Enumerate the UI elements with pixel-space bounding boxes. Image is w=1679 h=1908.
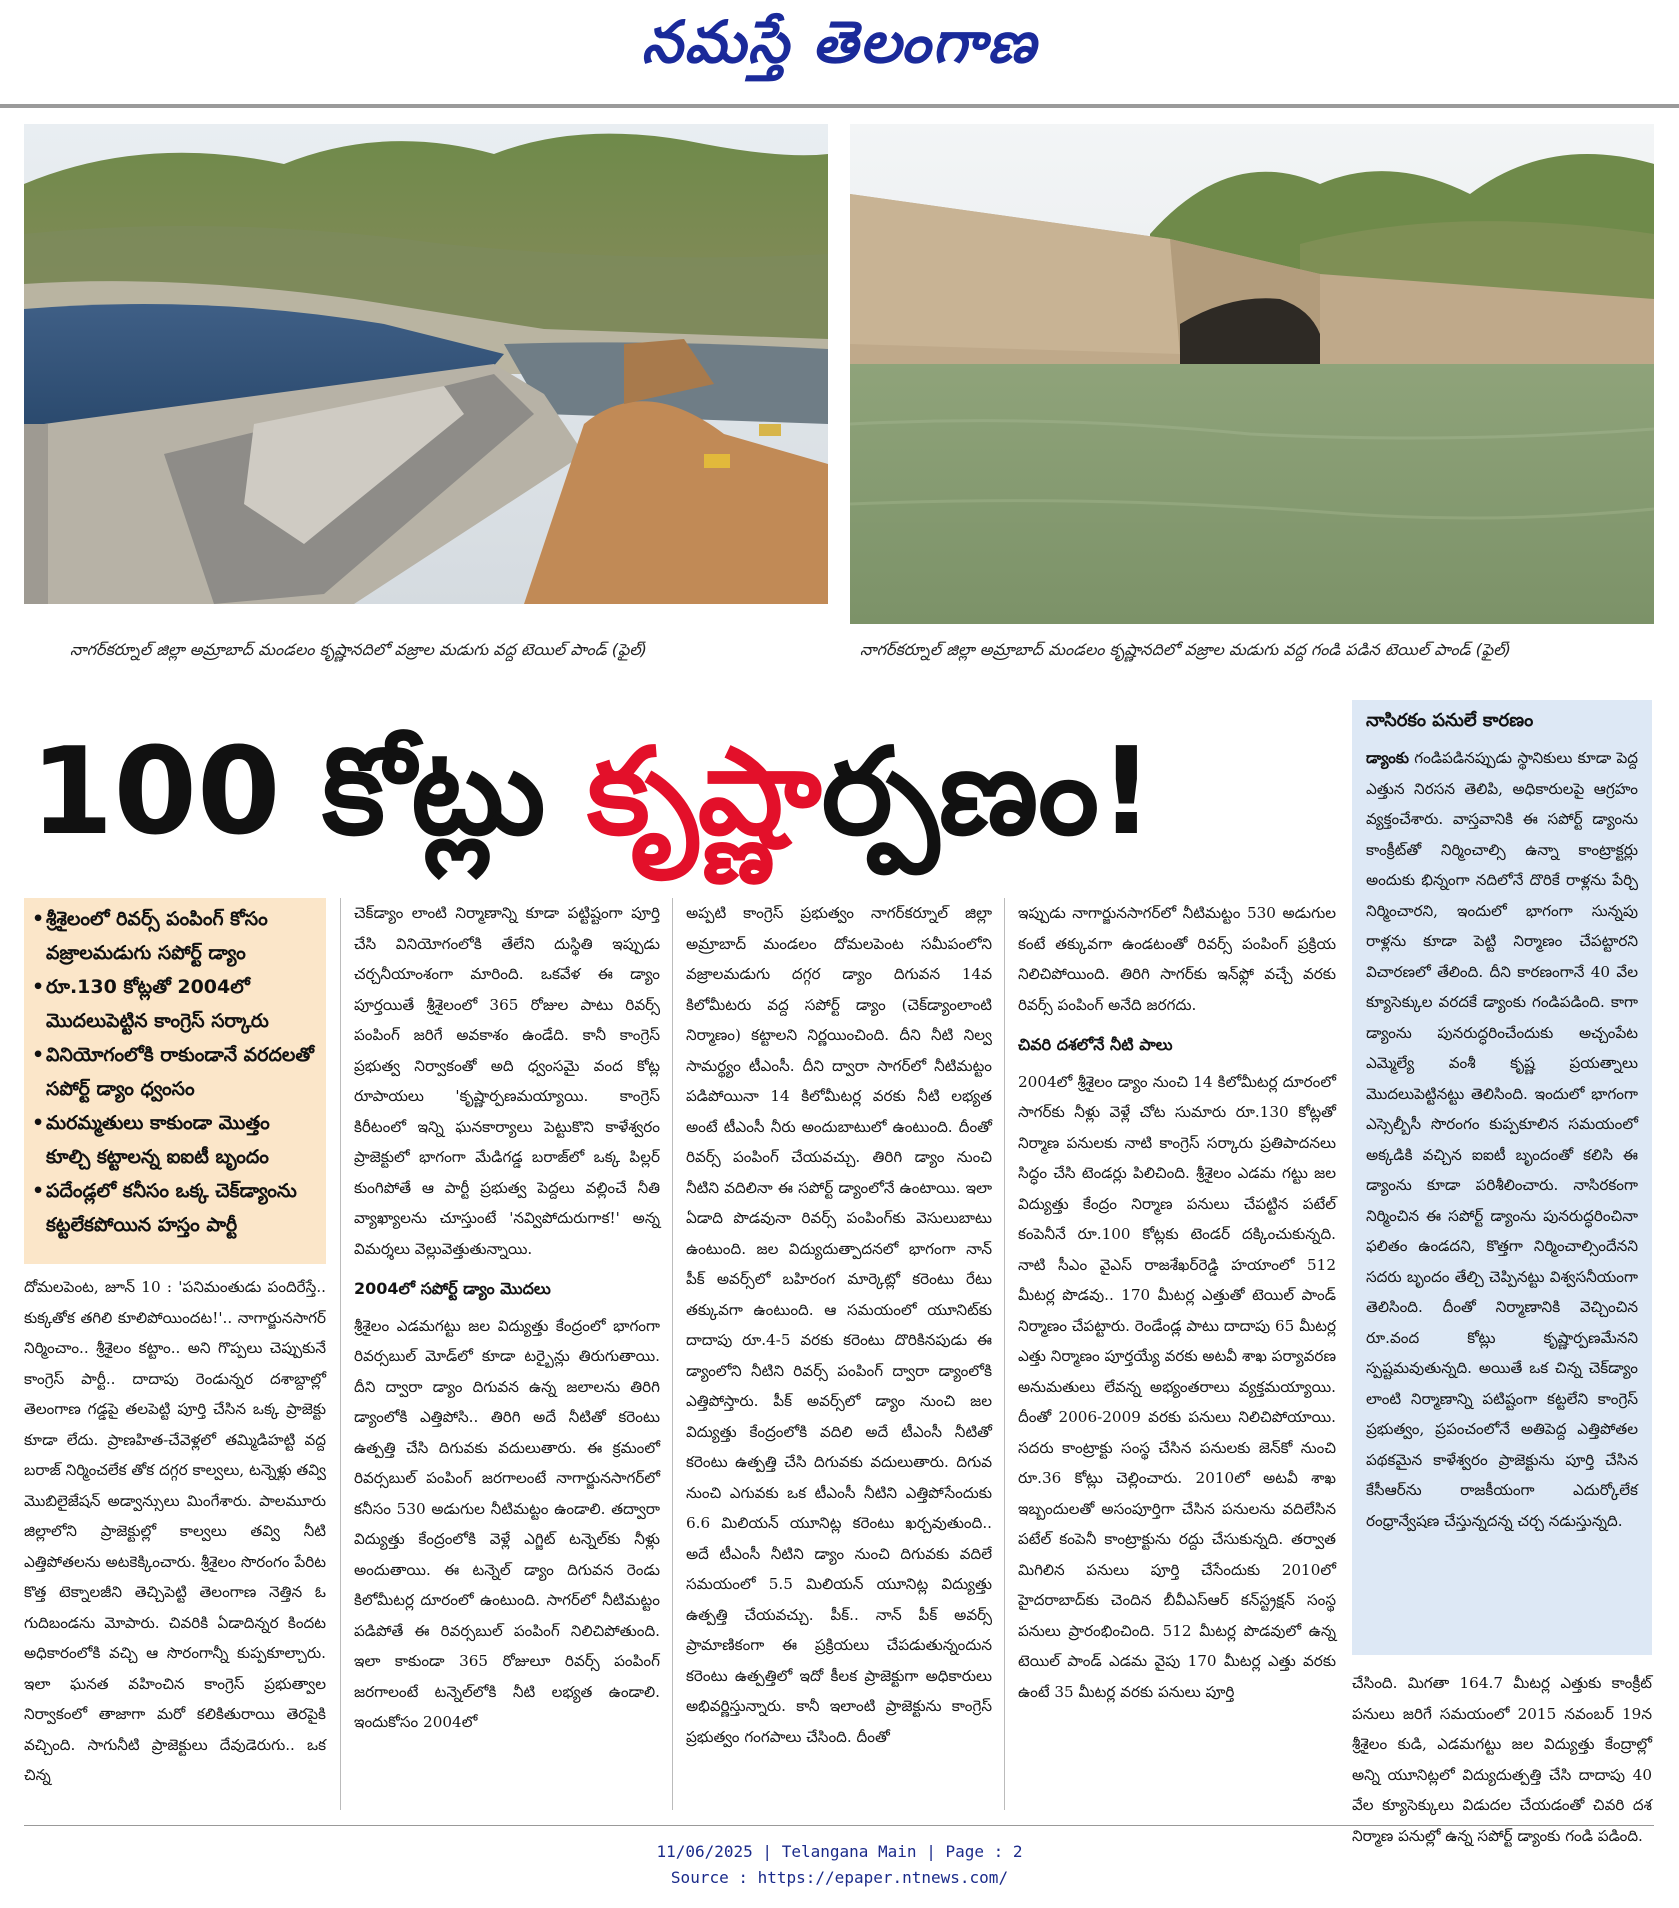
highlights-box xyxy=(24,898,326,1264)
article-column-2 xyxy=(354,898,660,1810)
subhead-2004: 2004లో సపోర్ట్ డ్యాం మొదలు xyxy=(354,1279,551,1298)
headline-part-1: 100 కోట్లు xyxy=(30,723,588,862)
photo-dam-construction xyxy=(24,124,828,604)
footer-rule xyxy=(24,1825,1654,1826)
highlight-item: • శ్రీశైలంలో రివర్స్ పంపింగ్ కోసం వజ్రాలమడుగు సపోర్ట్ డ్యాం xyxy=(32,902,318,970)
sidebar-lead: డ్యాంకు xyxy=(1366,749,1409,767)
sidebar-heading: నాసిరకం పనులే కారణం xyxy=(1366,710,1534,731)
subhead-final-stage: చివరి దశలోనే నీటి పాలు xyxy=(1018,1035,1173,1054)
article-column-1 xyxy=(24,1272,326,1812)
masthead-rule xyxy=(0,104,1679,108)
sidebar-box xyxy=(1352,700,1652,1655)
main-headline xyxy=(30,718,1330,868)
column-4-text-1: ఇప్పుడు నాగార్జునసాగర్‌లో నీటిమట్టం 530 అడుగుల కంటే తక్కువగా ఉండటంతో రివర్స్ పంపింగ్ ప్రక్రియ నిలిచిపోయింది. తిరిగి సాగర్‌కు ఇన్‌ఫ్లో వచ్చే వరకు రివర్స్ పంపింగ్ అనేది జరగదు. xyxy=(1018,904,1336,1014)
column-5-text: చేసింది. మిగతా 164.7 మీటర్ల ఎత్తుకు కాంక్రీట్ పనులు జరిగే సమయంలో 2015 నవంబర్ 19న శ్రీశైలం కుడి, ఎడమగట్టు జల విద్యుత్తు కేంద్రాల్లో అన్ని యూనిట్లలో విద్యుదుత్పత్తి చేసి దాదాపు 40 వేల క్యూసెక్కులు విడుదల చేయడంతో చివరి దశ నిర్మాణ పనుల్లో ఉన్న సపోర్ట్ డ్యాంకు గండి పడింది. xyxy=(1352,1674,1652,1845)
footer-source-link[interactable]: Source : https://epaper.ntnews.com/ xyxy=(670,1868,1009,1887)
column-1-text: దోమలపెంట, జూన్ 10 : 'పనిమంతుడు పందిరేస్తే.. కుక్కతోక తగిలి కూలిపోయిందట!'.. నాగార్జునసాగర్ నిర్మించాం.. శ్రీశైలం కట్టాం.. అని గొప్పలు చెప్పుకునే కాంగ్రెస్ పార్టీ.. దాదాపు రెండున్నర దశాబ్దాల్లో తెలంగాణ గడ్డపై తలపెట్టి పూర్తి చేసిన ఒక్క ప్రాజెక్టు కూడా లేదు. ప్రాణహిత-చేవెళ్లలో తమ్మిడిహట్టి వద్ద బరాజ్ నిర్మించలేక తోక దగ్గర కాల్వలు, టన్నెళ్లు తవ్వి మొబిలైజేషన్ అడ్వాన్సులు మింగేశారు. పాలమూరు జిల్లాలోని ప్రాజెక్టుల్లో కాల్వలు తవ్వి నీటి ఎత్తిపోతలను అటకెక్కించారు. శ్రీశైలం సొరంగం పేరిట కొత్త టెక్నాలజీని తెచ్చిపెట్టి తెలంగాణ నెత్తిన ఓ గుదిబండను మోపారు. చివరికి ఏడాదిన్నర కిందట అధికారంలోకి వచ్చి ఆ సొరంగాన్నీ కుప్పకూల్చారు. ఇలా ఘనత వహించిన కాంగ్రెస్ ప్రభుత్వాల నిర్వాకంలో తాజాగా మరో కలికితురాయి తెరపైకి వచ్చింది. సాగునీటి ప్రాజెక్టులు దేవుడెరుగు.. ఒక చిన్న xyxy=(24,1278,326,1784)
column-divider xyxy=(340,898,341,1810)
article-column-5 xyxy=(1352,1668,1652,1845)
column-divider xyxy=(1004,898,1005,1810)
headline-part-3: ర్పణం! xyxy=(821,723,1154,862)
sidebar-body: గండిపడినప్పుడు స్థానికులు కూడా పెద్ద ఎత్తున నిరసన తెలిపి, అధికారులపై ఆగ్రహం వ్యక్తంచేశారు. వాస్తవానికి ఈ సపోర్ట్ డ్యాంను కాంక్రీట్‌తో నిర్మించాల్సి ఉన్నా కాంట్రాక్టర్లు అందుకు భిన్నంగా నదిలోనే దొరికే రాళ్లను పేర్చి నిర్మించారని, ఇందులో భాగంగా సున్నపు రాళ్లను కూడా పెట్టి నిర్మాణం చేపట్టారని విచారణలో తేలింది. దీని కారణంగానే 40 వేల క్యూసెక్కుల వరదకే డ్యాంకు గండిపడింది. కాగా డ్యాంను పునరుద్ధరించేందుకు అచ్చంపేట ఎమ్మెల్యే వంశీ కృష్ణ ప్రయత్నాలు మొదలుపెట్టినట్టు తెలిసింది. ఇందులో భాగంగా ఎస్సెల్బీసీ సొరంగం కుప్పకూలిన సమయంలో అక్కడికి వచ్చిన ఐఐటీ బృందంతో కలిసి ఈ డ్యాంను కూడా పరిశీలించారు. నాసిరకంగా నిర్మించిన ఈ సపోర్ట్ డ్యాంను పునరుద్ధరించినా ఫలితం ఉండదని, కొత్తగా నిర్మించాల్సిందేనని సదరు బృందం తేల్చి చెప్పినట్టు విశ్వసనీయంగా తెలిసింది. దీంతో నిర్మాణానికి వెచ్చించిన రూ.వంద కోట్లు కృష్ణార్పణమేనని స్పష్టమవుతున్నది. అయితే ఒక చిన్న చెక్‌డ్యాం లాంటి నిర్మాణాన్ని పటిష్టంగా కట్టలేని కాంగ్రెస్ ప్రభుత్వం, ప్రపంచంలోనే అతిపెద్ద ఎత్తిపోతల పథకమైన కాళేశ్వరం ప్రాజెక్టును పూర్తి చేసిన కేసీఆర్‌ను రాజకీయంగా ఎదుర్కోలేక రంధ్రాన్వేషణ చేస్తున్నదన్న చర్చ నడుస్తున్నది. xyxy=(1366,749,1638,1530)
highlight-item: • పదేండ్లలో కనీసం ఒక్క చెక్‌డ్యాంను కట్టలేకపోయిన హస్తం పార్టీ xyxy=(32,1174,318,1242)
column-3-text: అప్పటి కాంగ్రెస్ ప్రభుత్వం నాగర్‌కర్నూల్ జిల్లా అమ్రాబాద్ మండలం దోమలపెంట సమీపంలోని వజ్రాలమడుగు దగ్గర డ్యాం దిగువన 14వ కిలోమీటరు వద్ద సపోర్ట్ డ్యాం (చెక్‌డ్యాంలాంటి నిర్మాణం) కట్టాలని నిర్ణయించింది. దీని నీటి నిల్వ సామర్థ్యం టీఎంసీ. దీని ద్వారా సాగర్‌లో నీటిమట్టం పడిపోయినా 14 కిలోమీటర్ల వరకు నీటి లభ్యత అంటే టీఎంసీ నీరు అందుబాటులో ఉంటుంది. దీంతో రివర్స్ పంపింగ్ చేయవచ్చు. తిరిగి డ్యాం నుంచి నీటిని వదిలినా ఈ సపోర్ట్ డ్యాంలోనే ఉంటాయి. ఇలా ఏడాది పొడవునా రివర్స్ పంపింగ్‌కు వెసులుబాటు ఉంటుంది. జల విద్యుదుత్పాదనలో భాగంగా నాన్ పీక్ అవర్స్‌లో బహిరంగ మార్కెట్లో కరెంటు రేటు తక్కువగా ఉంటుంది. ఆ సమయంలో యూనిట్‌కు దాదాపు రూ.4-5 వరకు కరెంటు దొరికినపుడు ఈ డ్యాంలోని నీటిని రివర్స్ పంపింగ్ ద్వారా డ్యాంలోకి ఎత్తిపోస్తారు. పీక్ అవర్స్‌లో డ్యాం నుంచి జల విద్యుత్తు కేంద్రంలోకి వదిలి అదే టీఎంసీ నీటితో కరెంటు ఉత్పత్తి చేసి దిగువకు వదులుతారు. దిగువ నుంచి ఎగువకు ఒక టీఎంసీ నీటిని ఎత్తిపోసేందుకు 6.6 మిలియన్ యూనిట్ల కరెంటు ఖర్చవుతుంది.. అదే టీఎంసీ నీటిని డ్యాం నుంచి దిగువకు వదిలే సమయంలో 5.5 మిలియన్ యూనిట్ల విద్యుత్తు ఉత్పత్తి చేయవచ్చు. పీక్.. నాన్ పీక్ అవర్స్ ప్రామాణికంగా ఈ ప్రక్రియలు చేపడుతున్నందున కరెంటు ఉత్పత్తిలో ఇదో కీలక ప్రాజెక్టుగా అధికారులు అభివర్ణిస్తున్నారు. కానీ ఇలాంటి ప్రాజెక్టును కాంగ్రెస్ ప్రభుత్వం గంగపాలు చేసింది. దీంతో xyxy=(686,904,992,1746)
column-divider xyxy=(672,898,673,1810)
highlight-item: • వినియోగంలోకి రాకుండానే వరదలతో సపోర్ట్ డ్యాం ధ్వంసం xyxy=(32,1038,318,1106)
article-column-4 xyxy=(1018,898,1336,1810)
headline-part-2: కృష్ణా xyxy=(587,723,822,862)
masthead xyxy=(0,0,1679,104)
photo-dam-breach xyxy=(850,124,1654,624)
photo-2-caption: నాగర్‌కర్నూల్ జిల్లా అమ్రాబాద్ మండలం కృష్ణానదిలో వజ్రాల మడుగు వద్ద గండి పడిన టెయిల్ పాండ్ (ఫైల్) xyxy=(860,640,1511,659)
article-column-3 xyxy=(686,898,992,1810)
newspaper-title: నమస్తే తెలంగాణ xyxy=(641,8,1038,76)
photo-1-caption: నాగర్‌కర్నూల్ జిల్లా అమ్రాబాద్ మండలం కృష్ణానదిలో వజ్రాల మడుగు వద్ద టెయిల్ పాండ్ (ఫైల్) xyxy=(70,640,647,659)
footer-edition-line: 11/06/2025 | Telangana Main | Page : 2 xyxy=(656,1842,1023,1861)
column-4-text-2: 2004లో శ్రీశైలం డ్యాం నుంచి 14 కిలోమీటర్ల దూరంలో సాగర్‌కు నీళ్లు వెళ్లే చోట సుమారు రూ.130 కోట్లతో నిర్మాణ పనులకు నాటి కాంగ్రెస్ సర్కారు ప్రతిపాదనలు సిద్ధం చేసి టెండర్లు పిలిచింది. శ్రీశైలం ఎడమ గట్టు జల విద్యుత్తు కేంద్రం నిర్మాణ పనులు చేపట్టిన పటేల్ కంపెనీనే రూ.100 కోట్లకు టెండర్ దక్కించుకున్నది. నాటి సీఎం వైఎస్ రాజశేఖర్‌రెడ్డి హయాంలో 512 మీటర్ల పొడవు.. 170 మీటర్ల ఎత్తుతో టెయిల్ పాండ్ నిర్మాణం చేపట్టారు. రెండేండ్ల పాటు దాదాపు 65 మీటర్ల ఎత్తు నిర్మాణం పూర్తయ్యే వరకు అటవీ శాఖ పర్యావరణ అనుమతులు లేవన్న అభ్యంతరాలు వ్యక్తమయ్యాయి. దీంతో 2006-2009 వరకు పనులు నిలిచిపోయాయి. సదరు కాంట్రాక్టు సంస్థ చేసిన పనులకు జెన్‌కో నుంచి రూ.36 కోట్లు చెల్లించారు. 2010లో అటవీ శాఖ ఇబ్బందులతో అసంపూర్తిగా చేసిన పనులను వదిలేసిన పటేల్ కంపెనీ కాంట్రాక్టును రద్దు చేసుకున్నది. తర్వాత మిగిలిన పనులు పూర్తి చేసేందుకు 2010లో హైదరాబాద్‌కు చెందిన బీవీఎస్‌ఆర్ కన్‌స్ట్రక్షన్ సంస్థ పనులు ప్రారంభించింది. 512 మీటర్ల పొడవులో ఉన్న టెయిల్ పాండ్ ఎడమ వైపు 170 మీటర్ల ఎత్తు వరకు ఉంటే 35 మీటర్ల వరకు పనులు పూర్తి xyxy=(1018,1072,1336,1701)
highlight-item: • రూ.130 కోట్లతో 2004లో మొదలుపెట్టిన కాంగ్రెస్ సర్కారు xyxy=(32,970,318,1038)
column-2-text-1: చెక్‌డ్యాం లాంటి నిర్మాణాన్ని కూడా పట్టిష్టంగా పూర్తి చేసి వినియోగంలోకి తేలేని దుస్థితి ఇప్పుడు చర్చనీయాంశంగా మారింది. ఒకవేళ ఈ డ్యాం పూర్తయితే శ్రీశైలంలో 365 రోజుల పాటు రివర్స్ పంపింగ్ జరిగే అవకాశం ఉండేది. కానీ కాంగ్రెస్ ప్రభుత్వ నిర్వాకంతో అది ధ్వంసమై వంద కోట్ల రూపాయలు 'కృష్ణార్పణమయ్యాయి. కాంగ్రెస్ కిరీటంలో ఇన్ని ఘనకార్యాలు పెట్టుకొని కాళేశ్వరం ప్రాజెక్టులో భాగంగా మేడిగడ్డ బరాజ్‌లో ఒక్క పిల్లర్ కుంగిపోతే ఆ పార్టీ ప్రభుత్వ పెద్దలు వల్లించే నీతి వ్యాఖ్యాలను చూస్తుంటే 'నవ్విపోదురుగాక!' అన్న విమర్శలు వెల్లువెత్తుతున్నాయి. xyxy=(354,904,660,1258)
column-2-text-2: శ్రీశైలం ఎడమగట్టు జల విద్యుత్తు కేంద్రంలో భాగంగా రివర్సబుల్ మోడ్‌లో కూడా టర్బైన్లు తిరుగుతాయి. దీని ద్వారా డ్యాం దిగువన ఉన్న జలాలను తిరిగి డ్యాంలోకి ఎత్తిపోసి.. తిరిగి అదే నీటితో కరెంటు ఉత్పత్తి చేసి దిగువకు వదులుతారు. ఈ క్రమంలో రివర్సబుల్ పంపింగ్ జరగాలంటే నాగార్జునసాగర్‌లో కనీసం 530 అడుగుల నీటిమట్టం ఉండాలి. తద్వారా విద్యుత్తు కేంద్రంలోకి వెళ్లే ఎగ్జిట్ టన్నెల్‌కు నీళ్లు అందుతాయి. ఈ టన్నెల్ డ్యాం దిగువన రెండు కిలోమీటర్ల దూరంలో ఉంటుంది. సాగర్‌లో నీటిమట్టం పడిపోతే ఈ రివర్సబుల్ పంపింగ్ నిలిచిపోతుంది. ఇలా కాకుండా 365 రోజులూ రివర్స్ పంపింగ్ జరగాలంటే టన్నెల్‌లోకి నీటి లభ్యత ఉండాలి. ఇందుకోసం 2004లో xyxy=(354,1316,660,1731)
highlight-item: • మరమ్మతులు కాకుండా మొత్తం కూల్చి కట్టాలన్న ఐఐటీ బృందం xyxy=(32,1106,318,1174)
sidebar-text xyxy=(1366,743,1638,1536)
